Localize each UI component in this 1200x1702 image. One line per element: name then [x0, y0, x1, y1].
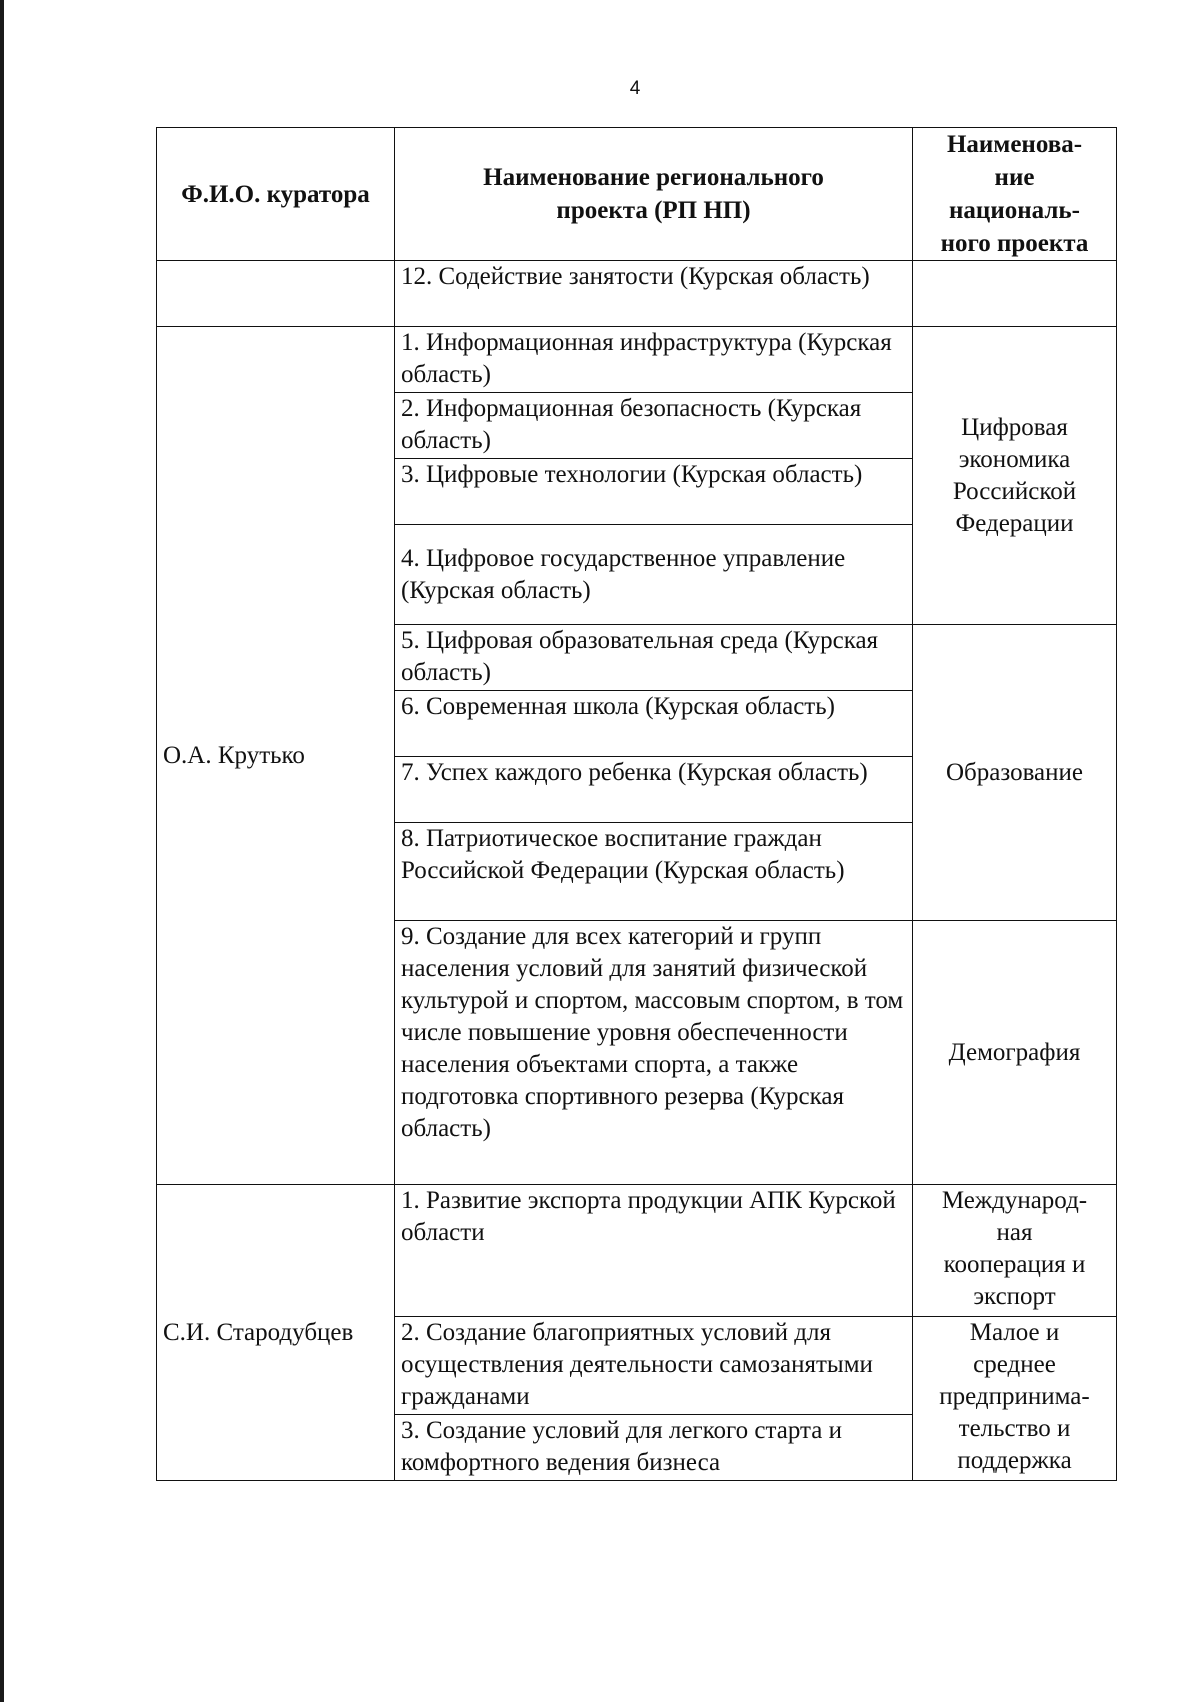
project-cell: 12. Содействие занятости (Курская область) — [395, 261, 913, 327]
national-line: Федерации — [955, 509, 1074, 537]
table-row — [157, 261, 1117, 327]
project-cell: 4. Цифровое государственное управление (Курская область) — [395, 525, 913, 625]
curator-cell — [157, 261, 395, 327]
national-line: Международ- — [941, 1187, 1088, 1214]
national-line: экономика — [958, 445, 1071, 473]
curator-cell: С.И. Стародубцев — [157, 1185, 395, 1481]
project-cell: 8. Патриотическое воспитание граждан Российской Федерации (Курская область) — [395, 823, 913, 921]
national-cell — [913, 1317, 1117, 1481]
national-cell — [913, 261, 1117, 327]
project-cell: 6. Современная школа (Курская область) — [395, 691, 913, 757]
project-cell: 2. Создание благоприятных условий для осуществления деятельности самозанятыми гражданами — [395, 1317, 913, 1415]
header-national-project — [913, 128, 1117, 261]
header-curator: Ф.И.О. куратора — [157, 128, 395, 261]
national-line: экспорт — [973, 1283, 1056, 1310]
project-cell: 1. Развитие экспорта продукции АПК Курской области — [395, 1185, 913, 1317]
national-line: среднее — [973, 1351, 1056, 1378]
national-line: кооперация и — [943, 1251, 1086, 1278]
header-line: ние — [994, 164, 1035, 191]
national-line: предпринима- — [939, 1383, 1090, 1410]
national-line: тельство и — [958, 1415, 1071, 1442]
national-cell: Образование — [913, 625, 1117, 921]
project-cell: 1. Информационная инфраструктура (Курская область) — [395, 327, 913, 393]
national-cell — [913, 327, 1117, 625]
national-line: Цифровая — [961, 413, 1068, 441]
header-line: националь- — [949, 197, 1080, 224]
national-line: ная — [996, 1219, 1033, 1246]
table-row — [157, 327, 1117, 393]
header-line: проекта (РП НП) — [556, 197, 751, 224]
header-line: Наименование регионального — [483, 164, 824, 191]
table-header-row — [157, 128, 1117, 261]
national-line: Российской — [952, 477, 1077, 505]
project-cell: 7. Успех каждого ребенка (Курская область) — [395, 757, 913, 823]
project-cell: 3. Создание условий для легкого старта и комфортного ведения бизнеса — [395, 1415, 913, 1481]
header-regional-project — [395, 128, 913, 261]
project-cell: 5. Цифровая образовательная среда (Курская область) — [395, 625, 913, 691]
project-cell: 3. Цифровые технологии (Курская область) — [395, 459, 913, 525]
national-line: Малое и — [969, 1319, 1060, 1346]
national-cell — [913, 1185, 1117, 1317]
project-cell: 2. Информационная безопасность (Курская область) — [395, 393, 913, 459]
page-number: 4 — [629, 78, 641, 99]
national-line: поддержка — [957, 1447, 1072, 1474]
header-line: Наименова- — [946, 131, 1083, 158]
national-cell: Демография — [913, 921, 1117, 1185]
header-line: ного проекта — [940, 230, 1089, 257]
scan-edge — [0, 0, 4, 1702]
curator-cell: О.А. Крутько — [157, 327, 395, 1185]
table-row — [157, 1185, 1117, 1317]
curators-table — [156, 127, 1117, 1481]
project-cell: 9. Создание для всех категорий и групп населения условий для занятий физической культурой и спортом, массовым спортом, в том числе повышение уровня обеспеченности населения объектами спорта, а также подготовка спортивного резерва (Курская область) — [395, 921, 913, 1185]
